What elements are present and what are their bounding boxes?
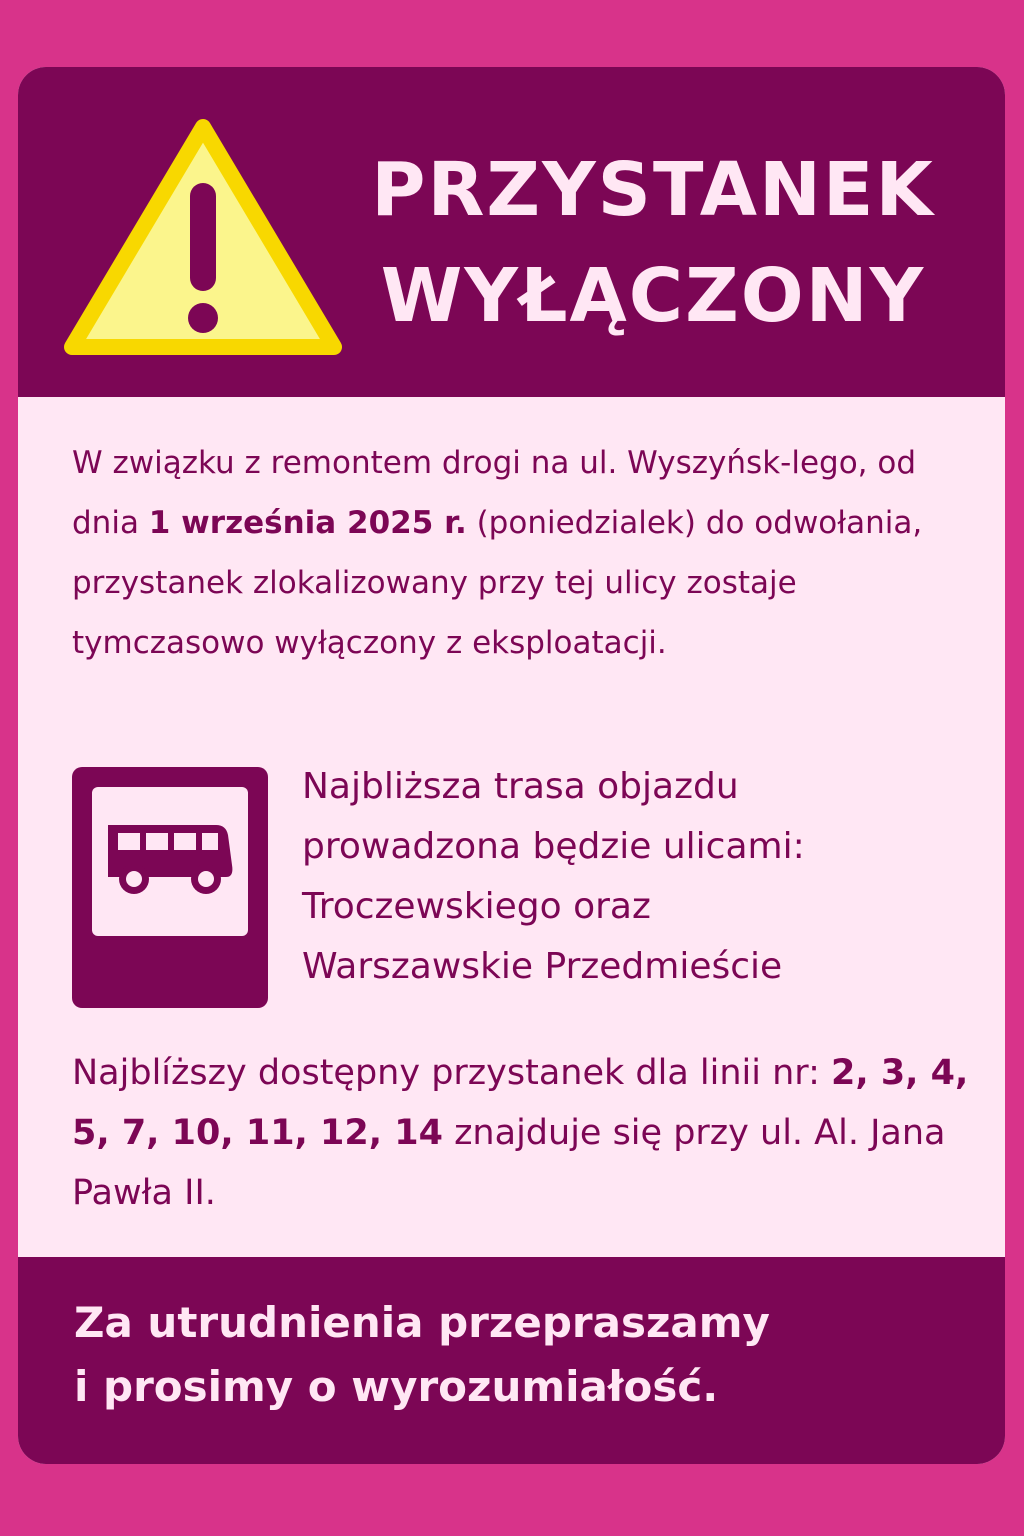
- bus-icon: [104, 819, 236, 899]
- lines-text-after: znajduje się przy ul. Al. Jana Pawła II.: [72, 1113, 946, 1213]
- apology-message: [74, 1291, 974, 1419]
- intro-paragraph: [72, 433, 962, 673]
- detour-info: [302, 757, 982, 997]
- line-numbers: 2, 3, 4, 5, 7, 10, 11, 12, 14: [72, 1053, 969, 1153]
- notice-card: [18, 67, 1005, 1464]
- lines-text-before: Najblíższy dostępny przystanek dla linii nr:: [72, 1053, 831, 1093]
- notice-title: [328, 137, 978, 349]
- footer-line-1: Za utrudnienia przepraszamy: [74, 1298, 770, 1347]
- bus-stop-icon: [72, 767, 268, 1008]
- warning-triangle-icon: [62, 115, 344, 361]
- intro-text-after: (poniedzialek) do odwołania, przystanek zlokalizowany przy tej ulicy zostaje tymczasowo wyłączony z eksploatacji.: [72, 505, 923, 661]
- title-line-2: WYŁĄCZONY: [380, 253, 926, 339]
- detour-line-3: Troczewskiego oraz: [302, 886, 651, 927]
- nearest-stop-info: [72, 1043, 972, 1223]
- detour-line-1: Najbliższa trasa objazdu: [302, 766, 739, 807]
- closure-date: 1 września 2025 r.: [148, 505, 467, 541]
- detour-line-2: prowadzona będzie ulicami:: [302, 826, 805, 867]
- footer-line-2: i prosimy o wyrozumiałość.: [74, 1362, 719, 1411]
- intro-text-before: W związku z remontem drogi na ul. Wyszyńsk-lego, od dnia: [72, 445, 917, 541]
- notice-footer: [18, 1257, 1005, 1464]
- detour-line-4: Warszawskie Przedmieście: [302, 946, 783, 987]
- title-line-1: PRZYSTANEK: [371, 147, 935, 233]
- bus-stop-plate: [92, 787, 248, 936]
- notice-header: [18, 67, 1005, 397]
